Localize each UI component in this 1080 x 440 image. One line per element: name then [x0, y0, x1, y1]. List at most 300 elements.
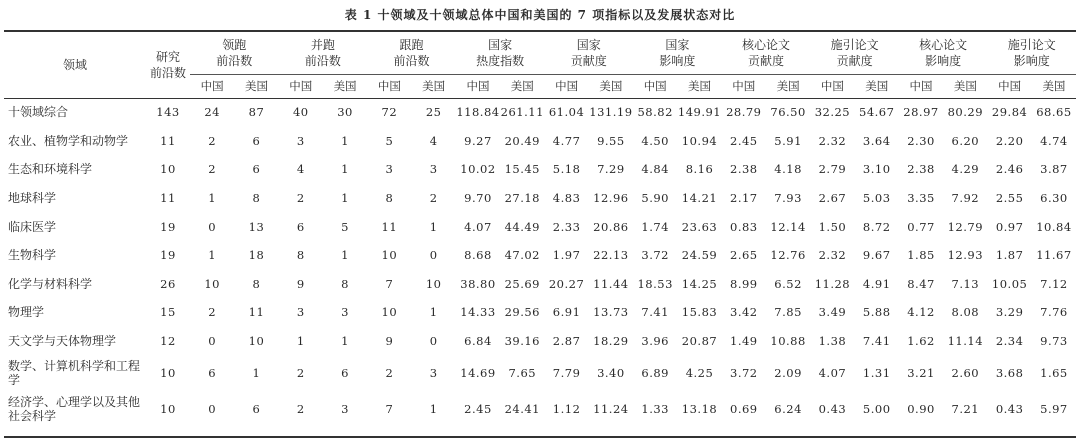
cell-china: 1.85 — [907, 248, 935, 263]
cell-china: 14.69 — [460, 366, 496, 381]
cell-china: 9 — [385, 334, 394, 349]
cell-china: 2.32 — [818, 133, 847, 148]
header-usa: 美国 — [776, 79, 800, 93]
cell-china: 2 — [296, 191, 305, 206]
cell-china: 58.82 — [637, 105, 673, 120]
cell-china: 1.62 — [907, 334, 935, 349]
header-field: 领域 — [62, 58, 87, 72]
header-group-line: 国家 — [488, 38, 513, 52]
cell-usa: 10 — [248, 334, 265, 349]
cell-china: 9 — [296, 276, 305, 291]
cell-usa: 39.16 — [504, 334, 540, 349]
cell-usa: 29.56 — [504, 305, 540, 320]
cell-china: 3.72 — [641, 248, 669, 263]
cell-usa: 1 — [429, 305, 438, 320]
cell-china: 2 — [208, 162, 217, 177]
cell-china: 11 — [381, 219, 398, 234]
row-field: 生物科学 — [8, 248, 57, 263]
table-row — [4, 155, 1076, 184]
cell-usa: 3.87 — [1040, 162, 1068, 177]
cell-china: 1.50 — [818, 219, 847, 234]
cell-china: 14.33 — [460, 305, 496, 320]
cell-usa: 1 — [341, 334, 349, 349]
table-row — [4, 391, 1076, 427]
cell-usa: 20.86 — [593, 219, 629, 234]
cell-usa: 44.49 — [504, 219, 540, 234]
header-group-line: 施引论文 — [830, 38, 879, 52]
cell-usa: 22.13 — [593, 248, 629, 263]
row-research-fronts: 19 — [160, 248, 176, 263]
cell-china: 5 — [385, 133, 394, 148]
cell-usa: 1 — [341, 191, 349, 206]
cell-china: 11.28 — [814, 276, 851, 291]
cell-usa: 4.29 — [951, 162, 980, 177]
cell-china: 7.79 — [552, 366, 581, 381]
cell-usa: 13.18 — [681, 402, 718, 417]
cell-china: 6.84 — [464, 334, 492, 349]
cell-usa: 9.67 — [862, 248, 891, 263]
cell-china: 8.99 — [730, 276, 758, 291]
header-usa: 美国 — [333, 79, 357, 93]
cell-usa: 12.76 — [770, 248, 806, 263]
header-usa: 美国 — [865, 79, 889, 93]
table-row — [4, 327, 1076, 356]
subheader-rule — [190, 74, 1076, 75]
cell-china: 61.04 — [548, 105, 585, 120]
header-group — [279, 32, 368, 74]
cell-china: 2 — [296, 402, 305, 417]
cell-china: 4.07 — [464, 219, 492, 234]
cell-usa: 6 — [252, 402, 261, 417]
cell-usa: 1.31 — [862, 366, 891, 381]
cell-china: 7.41 — [641, 305, 669, 320]
cell-usa: 1 — [252, 366, 261, 381]
header-china: 中国 — [200, 79, 224, 93]
cell-usa: 54.67 — [859, 105, 895, 120]
row-research-fronts: 10 — [160, 366, 176, 381]
header-research-fronts-line: 研究 — [155, 50, 180, 64]
header-group-line: 并跑 — [310, 38, 335, 52]
row-research-fronts: 11 — [160, 191, 176, 206]
cell-china: 2.46 — [995, 162, 1024, 177]
cell-usa: 24.41 — [504, 402, 540, 417]
cell-usa: 8 — [341, 276, 349, 291]
cell-china: 2.55 — [995, 191, 1024, 206]
cell-usa: 4.18 — [774, 162, 802, 177]
cell-china: 3.49 — [818, 305, 847, 320]
header-china: 中国 — [909, 79, 933, 93]
header-group-line: 前沿数 — [393, 54, 430, 68]
cell-china: 28.97 — [903, 105, 939, 120]
cell-usa: 12.96 — [593, 191, 629, 206]
cell-china: 8.68 — [464, 248, 492, 263]
table-row — [4, 98, 1076, 127]
cell-usa: 25.69 — [504, 276, 540, 291]
header-group-line: 施引论文 — [1007, 38, 1056, 52]
cell-china: 4 — [296, 162, 305, 177]
row-field: 化学与材料科学 — [8, 276, 93, 291]
row-field: 农业、植物学和动物学 — [8, 133, 129, 148]
header-group-line: 影响度 — [659, 54, 696, 68]
header-group-line: 国家 — [576, 38, 601, 52]
cell-usa: 0 — [429, 248, 438, 263]
cell-china: 29.84 — [991, 105, 1028, 120]
cell-usa: 23.63 — [681, 219, 718, 234]
cell-usa: 3.40 — [597, 366, 625, 381]
cell-china: 0.77 — [907, 219, 935, 234]
header-group-line: 国家 — [665, 38, 690, 52]
cell-usa: 15.45 — [504, 162, 540, 177]
cell-china: 3.68 — [995, 366, 1024, 381]
cell-usa: 10.94 — [681, 133, 718, 148]
header-china: 中国 — [466, 79, 490, 93]
cell-usa: 25 — [425, 105, 442, 120]
cell-usa: 2.60 — [951, 366, 980, 381]
header-group — [544, 32, 633, 74]
cell-china: 6.89 — [641, 366, 669, 381]
row-research-fronts: 11 — [160, 133, 176, 148]
cell-china: 1.49 — [730, 334, 758, 349]
cell-usa: 76.50 — [770, 105, 806, 120]
cell-usa: 12.79 — [947, 219, 984, 234]
cell-usa: 11.44 — [593, 276, 629, 291]
cell-usa: 7.21 — [951, 402, 980, 417]
cell-usa: 4.91 — [862, 276, 891, 291]
header-group-line: 影响度 — [925, 54, 962, 68]
header-group — [810, 32, 899, 74]
header-china: 中国 — [289, 79, 313, 93]
cell-china: 24 — [204, 105, 220, 120]
cell-china: 3.35 — [907, 191, 935, 206]
cell-china: 3 — [385, 162, 394, 177]
header-china: 中国 — [377, 79, 401, 93]
cell-china: 6 — [296, 219, 305, 234]
cell-china: 4.84 — [641, 162, 669, 177]
cell-usa: 2 — [429, 191, 438, 206]
cell-china: 2 — [296, 366, 305, 381]
header-group-line: 贡献度 — [570, 54, 607, 68]
cell-china: 1 — [208, 191, 217, 206]
header-group — [456, 32, 545, 74]
cell-china: 2.38 — [907, 162, 935, 177]
cell-china: 3.21 — [907, 366, 935, 381]
cell-china: 0.43 — [995, 402, 1024, 417]
header-group-line: 核心论文 — [741, 38, 790, 52]
cell-usa: 13.73 — [593, 305, 629, 320]
cell-china: 0.69 — [730, 402, 758, 417]
header-group-line: 前沿数 — [216, 54, 253, 68]
cell-usa: 1 — [341, 133, 349, 148]
cell-china: 18.53 — [637, 276, 673, 291]
cell-china: 2.34 — [995, 334, 1024, 349]
cell-usa: 5.91 — [774, 133, 802, 148]
cell-china: 8 — [385, 191, 394, 206]
cell-usa: 11 — [248, 305, 265, 320]
header-group-line: 核心论文 — [919, 38, 968, 52]
cell-usa: 7.76 — [1040, 305, 1068, 320]
cell-china: 4.12 — [907, 305, 935, 320]
row-field: 物理学 — [8, 305, 45, 320]
cell-usa: 131.19 — [589, 105, 633, 120]
cell-china: 8 — [296, 248, 305, 263]
header-group-line: 贡献度 — [747, 54, 784, 68]
row-research-fronts: 19 — [160, 219, 176, 234]
cell-usa: 12.93 — [947, 248, 984, 263]
cell-usa: 7.85 — [774, 305, 802, 320]
cell-china: 0.83 — [730, 219, 758, 234]
cell-usa: 7.93 — [774, 191, 802, 206]
cell-usa: 6 — [252, 162, 261, 177]
row-field: 生态和环境科学 — [8, 162, 93, 177]
cell-china: 1.74 — [641, 219, 669, 234]
header-usa: 美国 — [510, 79, 534, 93]
cell-usa: 20.49 — [504, 133, 540, 148]
cell-china: 6.91 — [552, 305, 581, 320]
header-usa: 美国 — [599, 79, 623, 93]
header-group — [633, 32, 722, 74]
header-china: 中国 — [643, 79, 667, 93]
cell-china: 0 — [208, 219, 217, 234]
cell-china: 4.83 — [552, 191, 581, 206]
table-row — [4, 355, 1076, 391]
table-row — [4, 127, 1076, 156]
header-group — [190, 32, 279, 74]
cell-china: 0 — [208, 334, 217, 349]
cell-china: 7 — [385, 276, 394, 291]
header-group — [899, 32, 988, 74]
cell-usa: 3.10 — [862, 162, 891, 177]
header-usa: 美国 — [1042, 79, 1066, 93]
header-group-line: 贡献度 — [836, 54, 873, 68]
cell-china: 10 — [204, 276, 220, 291]
cell-usa: 11.14 — [947, 334, 984, 349]
cell-usa: 7.65 — [508, 366, 537, 381]
cell-china: 0 — [208, 402, 217, 417]
cell-usa: 149.91 — [677, 105, 722, 120]
cell-usa: 1 — [429, 219, 438, 234]
header-china: 中国 — [820, 79, 844, 93]
cell-china: 3.96 — [641, 334, 669, 349]
cell-china: 1.87 — [995, 248, 1024, 263]
cell-usa: 8.16 — [685, 162, 714, 177]
cell-china: 10 — [381, 248, 398, 263]
cell-usa: 6.52 — [774, 276, 802, 291]
header-usa: 美国 — [244, 79, 268, 93]
cell-usa: 10 — [425, 276, 442, 291]
cell-usa: 7.12 — [1040, 276, 1068, 291]
cell-china: 2.30 — [907, 133, 935, 148]
cell-china: 3.72 — [730, 366, 758, 381]
cell-usa: 9.73 — [1040, 334, 1068, 349]
cell-usa: 1 — [341, 248, 349, 263]
header-usa: 美国 — [422, 79, 446, 93]
cell-china: 4.07 — [818, 366, 847, 381]
cell-usa: 11.24 — [593, 402, 629, 417]
cell-china: 10.02 — [460, 162, 496, 177]
cell-china: 118.84 — [456, 105, 500, 120]
cell-usa: 5.88 — [862, 305, 891, 320]
cell-usa: 8 — [252, 191, 261, 206]
cell-china: 28.79 — [726, 105, 762, 120]
cell-usa: 20.87 — [681, 334, 718, 349]
cell-usa: 6 — [252, 133, 261, 148]
cell-china: 10 — [381, 305, 398, 320]
cell-usa: 1 — [429, 402, 438, 417]
header-group-line: 热度指数 — [476, 54, 525, 68]
cell-china: 0.97 — [995, 219, 1024, 234]
cell-china: 20.27 — [548, 276, 585, 291]
cell-usa: 5 — [341, 219, 349, 234]
cell-usa: 7.29 — [597, 162, 625, 177]
row-research-fronts: 26 — [160, 276, 176, 291]
cell-usa: 87 — [248, 105, 265, 120]
cell-usa: 2.09 — [774, 366, 802, 381]
header-research-fronts-line: 前沿数 — [149, 66, 186, 80]
cell-china: 1.97 — [552, 248, 581, 263]
cell-china: 0.90 — [907, 402, 935, 417]
cell-usa: 6.24 — [774, 402, 802, 417]
table-caption: 表 1 十领域及十领域总体中国和美国的 7 项指标以及发展状态对比 — [344, 8, 736, 22]
cell-china: 3 — [296, 305, 305, 320]
cell-china: 2.65 — [730, 248, 758, 263]
cell-usa: 3 — [341, 402, 349, 417]
header-group-line: 影响度 — [1013, 54, 1050, 68]
header-group — [722, 32, 811, 74]
cell-usa: 6 — [341, 366, 349, 381]
bottom-rule — [4, 436, 1076, 438]
cell-china: 2.20 — [995, 133, 1024, 148]
cell-china: 1 — [208, 248, 217, 263]
cell-china: 2.17 — [730, 191, 758, 206]
indicator-table — [4, 32, 1076, 427]
cell-usa: 3 — [429, 366, 438, 381]
cell-china: 2.45 — [464, 402, 492, 417]
cell-usa: 3.64 — [862, 133, 891, 148]
table-row — [4, 298, 1076, 327]
cell-china: 2 — [208, 305, 217, 320]
cell-usa: 80.29 — [947, 105, 984, 120]
row-field: 天文学与天体物理学 — [8, 334, 117, 349]
cell-china: 38.80 — [460, 276, 496, 291]
table-row — [4, 212, 1076, 241]
cell-china: 72 — [381, 105, 398, 120]
cell-china: 2 — [208, 133, 217, 148]
row-research-fronts: 15 — [160, 305, 176, 320]
cell-china: 2.79 — [818, 162, 847, 177]
cell-usa: 18 — [248, 248, 265, 263]
cell-china: 2.32 — [818, 248, 847, 263]
cell-china: 8.47 — [907, 276, 935, 291]
cell-china: 2.33 — [552, 219, 581, 234]
cell-usa: 30 — [337, 105, 353, 120]
header-group-line: 跟跑 — [399, 38, 424, 52]
cell-china: 2.87 — [552, 334, 581, 349]
cell-china: 5.18 — [552, 162, 581, 177]
cell-china: 6 — [208, 366, 217, 381]
cell-usa: 5.00 — [862, 402, 891, 417]
cell-china: 4.77 — [552, 133, 581, 148]
cell-usa: 10.88 — [770, 334, 806, 349]
header-group — [987, 32, 1076, 74]
cell-usa: 24.59 — [681, 248, 718, 263]
cell-usa: 1.65 — [1040, 366, 1068, 381]
cell-usa: 8.08 — [951, 305, 980, 320]
header-china: 中国 — [732, 79, 756, 93]
cell-usa: 8 — [252, 276, 261, 291]
table-row — [4, 184, 1076, 213]
cell-china: 4.50 — [641, 133, 669, 148]
cell-usa: 68.65 — [1036, 105, 1072, 120]
cell-china: 2.38 — [730, 162, 758, 177]
row-research-fronts: 10 — [160, 162, 176, 177]
cell-usa: 261.11 — [500, 105, 544, 120]
cell-usa: 7.41 — [862, 334, 891, 349]
row-field: 数学、计算机科学和工程学 — [8, 359, 141, 388]
header-china: 中国 — [998, 79, 1022, 93]
cell-usa: 7.13 — [951, 276, 980, 291]
cell-usa: 5.97 — [1040, 402, 1068, 417]
table-row — [4, 270, 1076, 299]
cell-usa: 1 — [341, 162, 349, 177]
cell-usa: 4.25 — [685, 366, 714, 381]
cell-usa: 5.03 — [862, 191, 891, 206]
cell-usa: 0 — [429, 334, 438, 349]
cell-china: 7 — [385, 402, 394, 417]
cell-usa: 6.20 — [951, 133, 980, 148]
cell-usa: 7.92 — [951, 191, 980, 206]
cell-usa: 3 — [341, 305, 349, 320]
header-group — [367, 32, 456, 74]
row-field: 临床医学 — [8, 219, 57, 234]
cell-china: 3.29 — [995, 305, 1024, 320]
header-group-line: 前沿数 — [304, 54, 341, 68]
table-row — [4, 241, 1076, 270]
row-field: 地球科学 — [8, 191, 57, 206]
cell-usa: 9.55 — [597, 133, 625, 148]
cell-usa: 13 — [248, 219, 265, 234]
cell-china: 10.05 — [991, 276, 1028, 291]
row-research-fronts: 143 — [156, 105, 180, 120]
cell-china: 2.45 — [730, 133, 758, 148]
cell-usa: 11.67 — [1036, 248, 1072, 263]
cell-china: 1.12 — [552, 402, 581, 417]
cell-usa: 6.30 — [1040, 191, 1068, 206]
cell-china: 40 — [292, 105, 309, 120]
cell-usa: 3 — [429, 162, 438, 177]
header-usa: 美国 — [953, 79, 977, 93]
cell-china: 3 — [296, 133, 305, 148]
cell-china: 9.70 — [464, 191, 492, 206]
cell-china: 9.27 — [464, 133, 492, 148]
row-research-fronts: 10 — [160, 402, 176, 417]
cell-china: 32.25 — [814, 105, 851, 120]
cell-china: 5.90 — [641, 191, 669, 206]
cell-usa: 14.21 — [681, 191, 718, 206]
cell-usa: 15.83 — [681, 305, 718, 320]
cell-usa: 4.74 — [1040, 133, 1068, 148]
header-group-line: 领跑 — [222, 38, 247, 52]
cell-china: 2 — [385, 366, 394, 381]
row-field: 经济学、心理学以及其他社会科学 — [8, 395, 141, 424]
cell-usa: 12.14 — [770, 219, 806, 234]
header-usa: 美国 — [688, 79, 711, 93]
cell-china: 0.43 — [818, 402, 847, 417]
cell-usa: 14.25 — [681, 276, 718, 291]
cell-usa: 47.02 — [504, 248, 540, 263]
cell-usa: 18.29 — [593, 334, 629, 349]
cell-china: 1.33 — [641, 402, 669, 417]
cell-china: 2.67 — [818, 191, 847, 206]
